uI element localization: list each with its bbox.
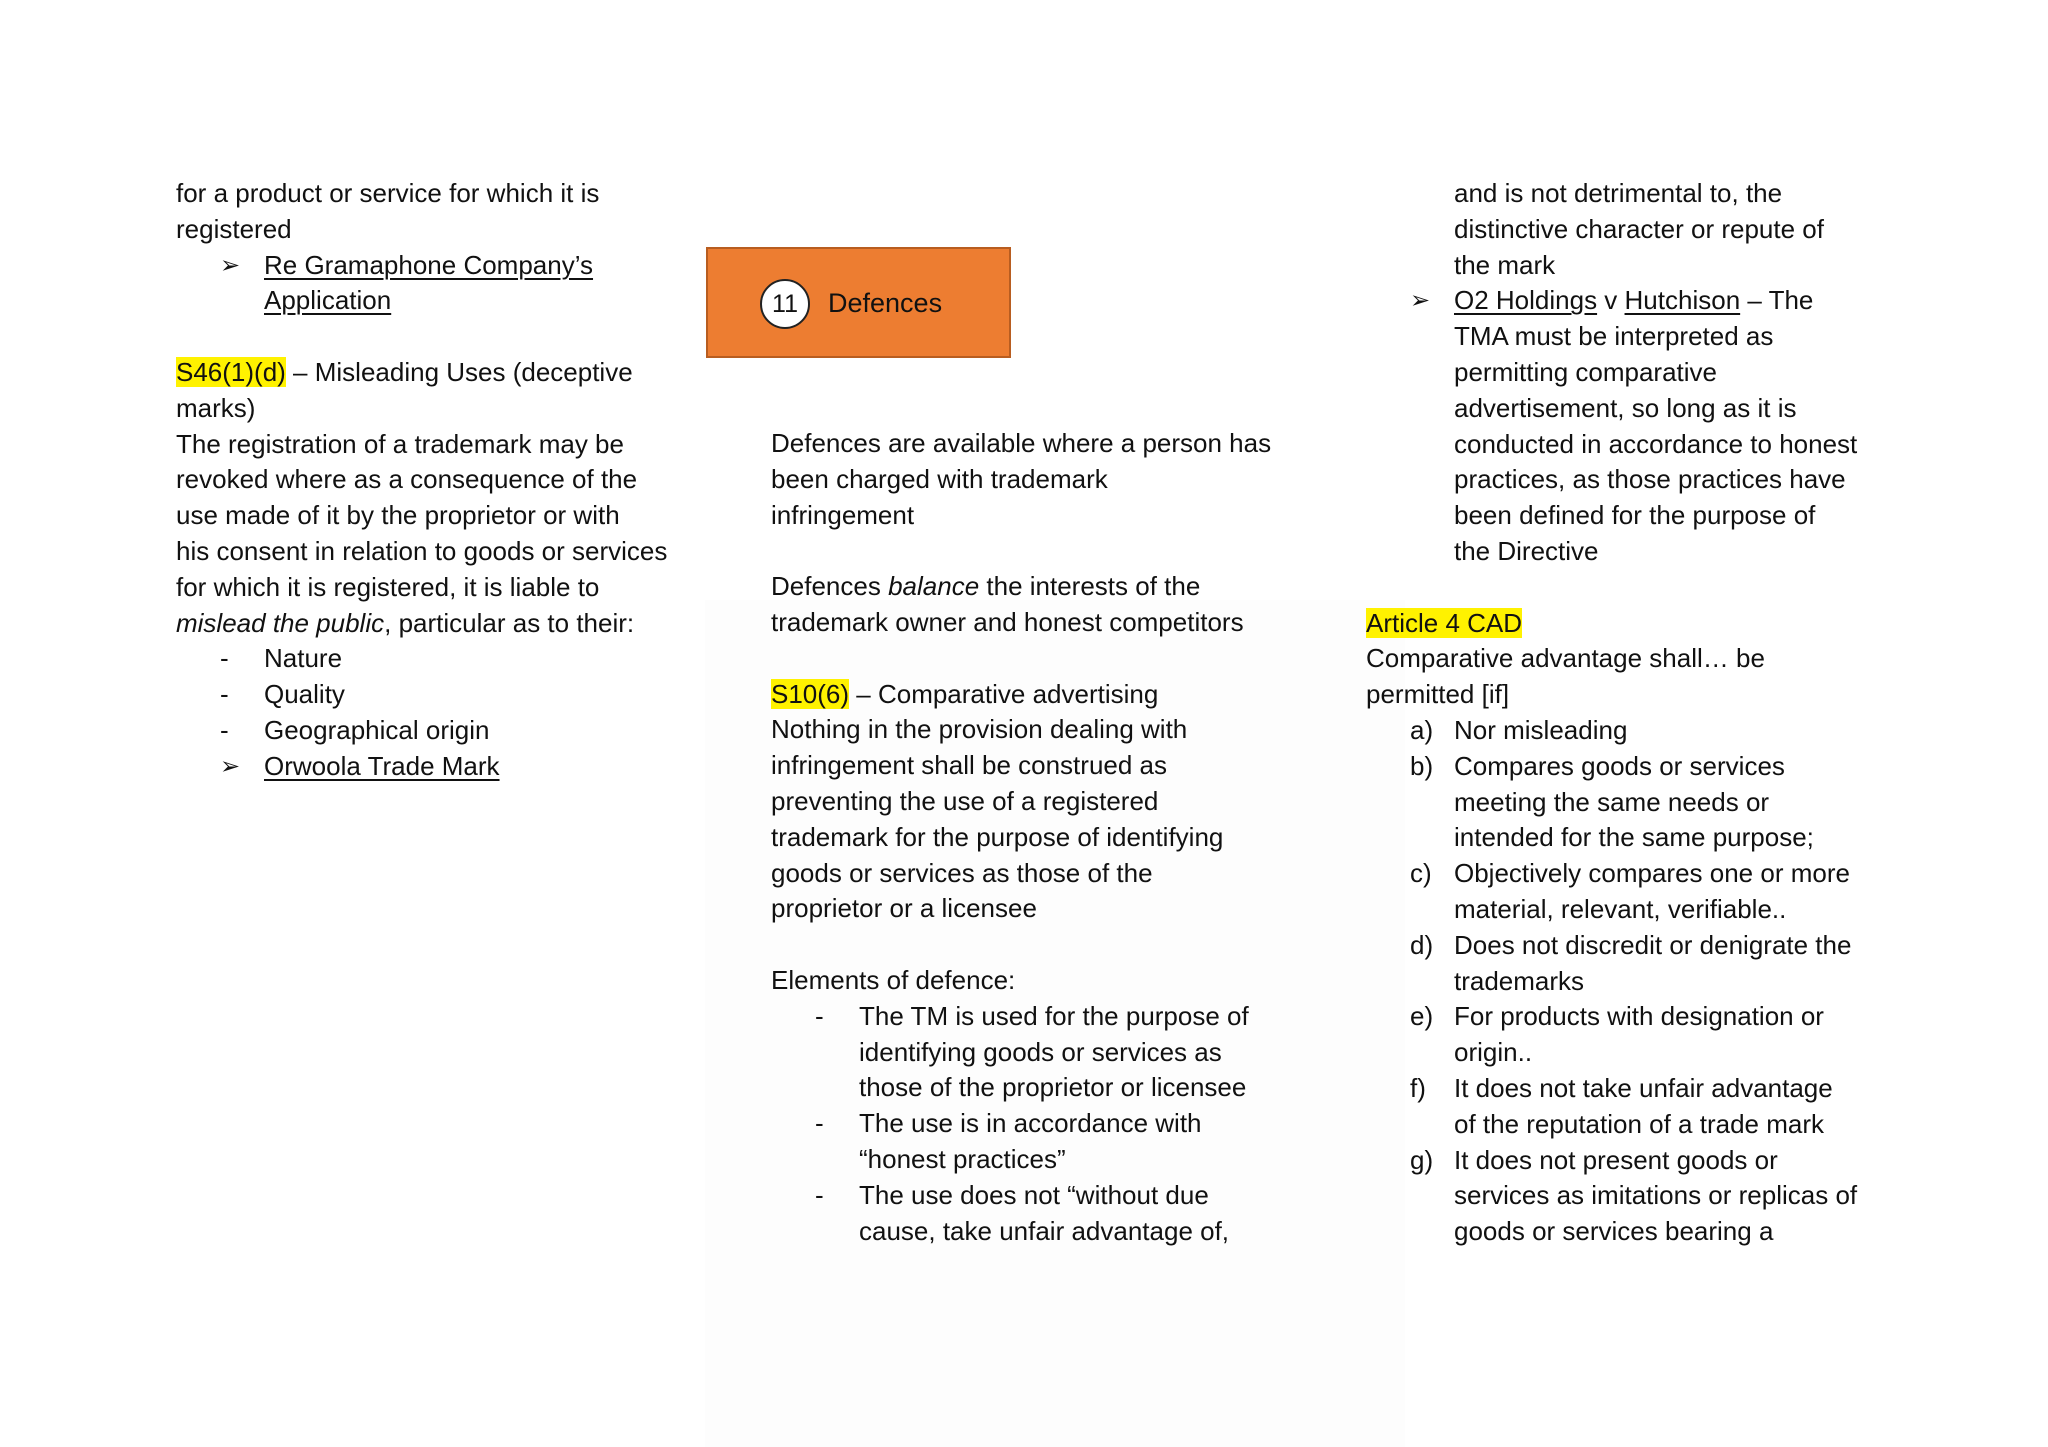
list-marker: e): [1410, 1001, 1434, 1032]
text-line: Defences balance the interests of the: [771, 571, 1201, 602]
arrow-bullet-icon: ➢: [220, 752, 241, 780]
list-item-continued: meeting the same needs or: [1454, 786, 1770, 817]
topic-heading-box: [706, 247, 1011, 358]
text-line: trademark for the purpose of identifying: [771, 821, 1224, 852]
section-reference: S10(6): [771, 678, 850, 709]
list-item-continued: “honest practices”: [859, 1143, 1066, 1174]
case-citation: ➢ O2 Holdings v Hutchison – The: [1366, 283, 1906, 319]
text-line: preventing the use of a registered: [771, 785, 1159, 816]
text-line: his consent in relation to goods or services: [176, 535, 668, 566]
dash-bullet: -: [815, 1108, 824, 1139]
list-item: a) Nor misleading: [1366, 713, 1906, 749]
list-item: - The use is in accordance with: [771, 1106, 1311, 1142]
list-item-continued: goods or services bearing a: [1454, 1216, 1774, 1247]
text-line: advertisement, so long as it is: [1454, 392, 1797, 423]
list-item: f) It does not take unfair advantage: [1366, 1071, 1906, 1107]
text-line: conducted in accordance to honest: [1454, 428, 1858, 459]
text-line: permitted [if]: [1366, 679, 1510, 710]
list-item: d) Does not discredit or denigrate the: [1366, 928, 1906, 964]
column-right: [1366, 176, 1906, 1250]
case-name: Application: [264, 285, 392, 316]
section-heading: [771, 677, 1311, 713]
dash-bullet: -: [220, 714, 229, 745]
dash-bullet: -: [220, 643, 229, 674]
list-item: - The TM is used for the purpose of: [771, 999, 1311, 1035]
text-line: infringement shall be construed as: [771, 750, 1168, 781]
column-middle: [771, 426, 1311, 1249]
column-left: [176, 176, 696, 785]
list-item-continued: origin..: [1454, 1037, 1533, 1068]
text-line: Defences are available where a person has: [771, 428, 1272, 458]
text-line: TMA must be interpreted as: [1454, 321, 1774, 352]
text-line: been charged with trademark: [771, 463, 1108, 494]
text-line: registered: [176, 213, 292, 244]
list-item-continued: trademarks: [1454, 965, 1585, 996]
case-name: Orwoola Trade Mark: [264, 750, 500, 781]
list-item: c) Objectively compares one or more: [1366, 856, 1906, 892]
list-marker: f): [1410, 1072, 1426, 1103]
arrow-bullet-icon: ➢: [1410, 287, 1431, 315]
list-item: g) It does not present goods or: [1366, 1143, 1906, 1179]
text-line: infringement: [771, 499, 915, 530]
text-line: been defined for the purpose of: [1454, 500, 1816, 531]
topic-number-badge: 11: [760, 279, 810, 329]
list-marker: d): [1410, 929, 1434, 960]
text-line: distinctive character or repute of: [1454, 213, 1824, 244]
list-item: - The use does not “without due: [771, 1178, 1311, 1214]
text-line: proprietor or a licensee: [771, 893, 1037, 924]
list-item: - Geographical origin: [176, 713, 696, 749]
text-line: use made of it by the proprietor or with: [176, 500, 620, 531]
section-heading: [176, 355, 696, 391]
list-item-continued: those of the proprietor or licensee: [859, 1072, 1247, 1103]
list-item: b) Compares goods or services: [1366, 749, 1906, 785]
list-item: - Quality: [176, 677, 696, 713]
case-citation: [176, 749, 696, 785]
list-marker: c): [1410, 858, 1432, 889]
section-title: – Comparative advertising: [849, 678, 1159, 709]
text-line: The registration of a trademark may be: [176, 428, 624, 459]
case-name: Hutchison: [1624, 285, 1741, 316]
text-line: and is not detrimental to, the: [1454, 178, 1783, 208]
text-line: mislead the public, particular as to their:: [176, 607, 635, 638]
list-item: - Nature: [176, 641, 696, 677]
emphasis: balance: [888, 571, 980, 602]
arrow-bullet-icon: ➢: [220, 251, 241, 279]
text-line: for a product or service for which it is: [176, 178, 600, 208]
list-item-continued: identifying goods or services as: [859, 1036, 1222, 1067]
section-heading: [1366, 606, 1906, 642]
text-line: goods or services as those of the: [771, 857, 1153, 888]
list-item-continued: services as imitations or replicas of: [1454, 1180, 1858, 1211]
section-title-continued: marks): [176, 392, 256, 423]
case-name: Re Gramaphone Company’s: [264, 249, 594, 280]
list-item-continued: of the reputation of a trade mark: [1454, 1108, 1824, 1139]
list-marker: b): [1410, 750, 1434, 781]
dash-bullet: -: [220, 679, 229, 710]
section-title: – Misleading Uses (deceptive: [285, 356, 633, 387]
case-name: O2 Holdings: [1454, 285, 1598, 316]
list-item-continued: intended for the same purpose;: [1454, 822, 1814, 853]
list-marker: a): [1410, 714, 1434, 745]
list-marker: g): [1410, 1144, 1434, 1175]
case-citation-continued: [176, 283, 696, 319]
emphasis: mislead the public: [176, 607, 385, 638]
case-citation: [176, 248, 696, 284]
dash-bullet: -: [815, 1179, 824, 1210]
text-line: for which it is registered, it is liable to: [176, 571, 600, 602]
topic-title: Defences: [828, 288, 943, 318]
text-line: Comparative advantage shall… be: [1366, 643, 1765, 674]
section-reference: S46(1)(d): [176, 356, 286, 387]
text-line: the mark: [1454, 249, 1556, 280]
list-item-continued: cause, take unfair advantage of,: [859, 1215, 1230, 1246]
dash-bullet: -: [815, 1000, 824, 1031]
list-item-continued: material, relevant, verifiable..: [1454, 893, 1787, 924]
text-line: trademark owner and honest competitors: [771, 606, 1244, 637]
article-reference: Article 4 CAD: [1366, 607, 1523, 638]
text-line: permitting comparative: [1454, 356, 1717, 387]
text-line: the Directive: [1454, 535, 1599, 566]
text-line: revoked where as a consequence of the: [176, 464, 638, 495]
elements-heading: Elements of defence:: [771, 964, 1016, 995]
text-line: Nothing in the provision dealing with: [771, 714, 1188, 745]
list-item: e) For products with designation or: [1366, 999, 1906, 1035]
text-line: practices, as those practices have: [1454, 464, 1846, 495]
